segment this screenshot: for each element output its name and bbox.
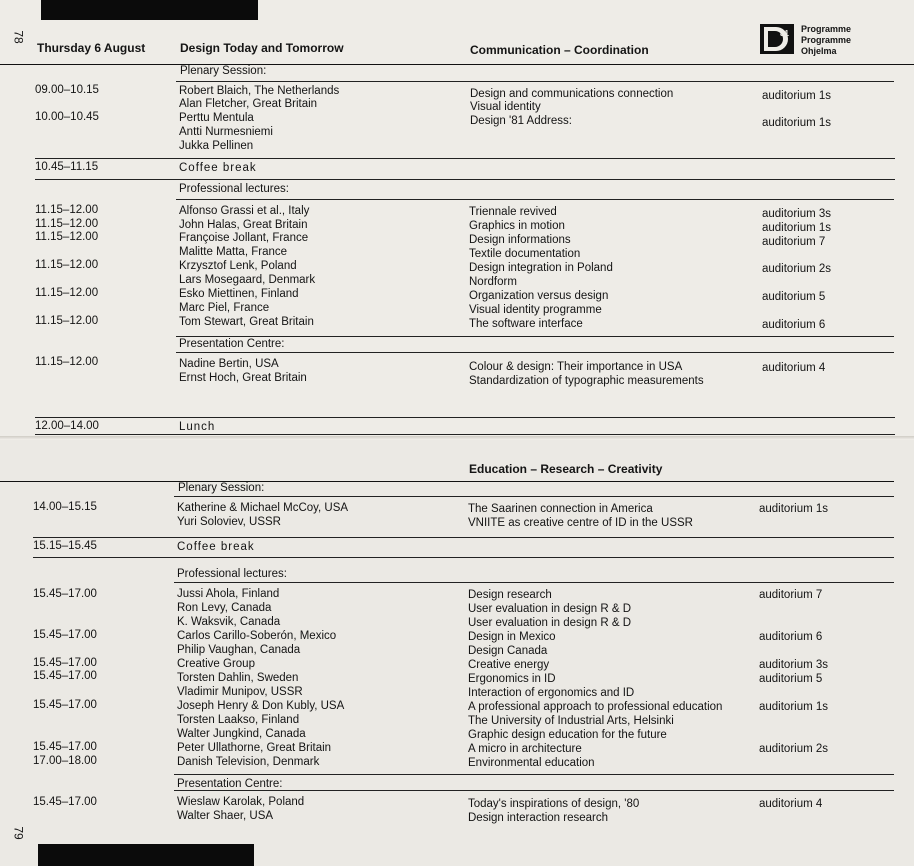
speaker-cell: Yuri Soloviev, USSR xyxy=(177,516,281,528)
room-cell: auditorium 6 xyxy=(759,631,823,643)
time-cell: 11.15–12.00 xyxy=(35,287,99,299)
session-label: Professional lectures: xyxy=(179,183,289,195)
page-number-bottom: 79 xyxy=(11,826,26,840)
session-label: Plenary Session: xyxy=(180,65,267,77)
room-cell: auditorium 1s xyxy=(759,503,829,515)
speaker-cell: Robert Blaich, The Netherlands xyxy=(179,85,340,97)
top-black-bar xyxy=(41,0,258,20)
speaker-cell: Wieslaw Karolak, Poland xyxy=(177,796,305,808)
time-cell: 15.45–17.00 xyxy=(33,629,97,641)
time-cell: 17.00–18.00 xyxy=(33,755,97,767)
session-label: Presentation Centre: xyxy=(177,778,283,790)
time-cell: 15.45–17.00 xyxy=(33,657,97,669)
logo-line: Programme xyxy=(801,35,852,45)
speaker-cell: Torsten Laakso, Finland xyxy=(177,714,300,726)
divider xyxy=(35,417,895,418)
time-cell: 12.00–14.00 xyxy=(35,420,99,432)
room-cell: auditorium 3s xyxy=(759,659,829,671)
topic-cell: The University of Industrial Arts, Helsinki xyxy=(468,715,674,727)
time-cell: 14.00–15.15 xyxy=(33,501,97,513)
topic-cell: User evaluation in design R & D xyxy=(468,603,631,615)
speaker-cell: Alfonso Grassi et al., Italy xyxy=(179,205,310,217)
topic-cell: Standardization of typographic measurements xyxy=(469,375,704,387)
topic-cell: User evaluation in design R & D xyxy=(468,617,631,629)
speaker-cell: Antti Nurmesniemi xyxy=(179,126,273,138)
divider xyxy=(33,557,894,558)
logo-line: Ohjelma xyxy=(801,46,837,56)
room-cell: auditorium 1s xyxy=(762,90,832,102)
topic-cell: The Saarinen connection in America xyxy=(468,503,653,515)
time-cell: 15.45–17.00 xyxy=(33,796,97,808)
session-label: Plenary Session: xyxy=(178,482,265,494)
speaker-cell: Nadine Bertin, USA xyxy=(179,358,279,370)
time-cell: 11.15–12.00 xyxy=(35,356,99,368)
topic-cell: Ergonomics in ID xyxy=(468,673,556,685)
topic-cell: A micro in architecture xyxy=(468,743,582,755)
break-label: Lunch xyxy=(179,421,216,433)
speaker-cell: Creative Group xyxy=(177,658,255,670)
room-cell: auditorium 7 xyxy=(762,236,826,248)
divider xyxy=(174,774,894,775)
section-heading: Education – Research – Creativity xyxy=(469,462,663,476)
divider xyxy=(35,158,895,159)
topic-cell: Design '81 Address: xyxy=(470,115,572,127)
room-cell: auditorium 2s xyxy=(759,743,829,755)
divider xyxy=(35,179,895,180)
topic-cell: VNIITE as creative centre of ID in the USSR xyxy=(468,517,693,529)
speaker-cell: Alan Fletcher, Great Britain xyxy=(179,98,318,110)
topic-cell: Interaction of ergonomics and ID xyxy=(468,687,635,699)
speaker-cell: Walter Jungkind, Canada xyxy=(177,728,306,740)
speaker-cell: Joseph Henry & Don Kubly, USA xyxy=(177,700,345,712)
divider xyxy=(174,496,894,497)
topic-cell: Triennale revived xyxy=(469,206,557,218)
speaker-cell: Malitte Matta, France xyxy=(179,246,288,258)
topic-cell: Today's inspirations of design, '80 xyxy=(468,798,640,810)
room-cell: auditorium 3s xyxy=(762,208,832,220)
time-cell: 15.45–17.00 xyxy=(33,670,97,682)
divider xyxy=(33,537,894,538)
speaker-cell: Peter Ullathorne, Great Britain xyxy=(177,742,332,754)
time-cell: 11.15–12.00 xyxy=(35,204,99,216)
speaker-cell: Jukka Pellinen xyxy=(179,140,254,152)
room-cell: auditorium 4 xyxy=(759,798,823,810)
topic-cell: Visual identity programme xyxy=(469,304,602,316)
speaker-cell: Ernst Hoch, Great Britain xyxy=(179,372,307,384)
speaker-cell: Walter Shaer, USA xyxy=(177,810,274,822)
speaker-cell: Vladimir Munipov, USSR xyxy=(177,686,303,698)
topic-cell: Nordform xyxy=(469,276,517,288)
room-cell: auditorium 4 xyxy=(762,362,826,374)
room-cell: auditorium 1s xyxy=(762,117,832,129)
speaker-cell: Perttu Mentula xyxy=(179,112,254,124)
time-cell: 11.15–12.00 xyxy=(35,315,99,327)
time-cell: 11.15–12.00 xyxy=(35,218,99,230)
time-cell: 15.45–17.00 xyxy=(33,741,97,753)
break-label: Coffee break xyxy=(179,162,257,174)
topic-cell: Graphics in motion xyxy=(469,220,565,232)
logo-line: Programme xyxy=(801,24,852,34)
time-cell: 11.15–12.00 xyxy=(35,231,99,243)
page-number-top: 78 xyxy=(11,30,26,44)
room-cell: auditorium 7 xyxy=(759,589,823,601)
speaker-cell: Danish Television, Denmark xyxy=(177,756,320,768)
time-cell: 09.00–10.15 xyxy=(35,84,99,96)
divider xyxy=(35,434,895,435)
topic-cell: Design in Mexico xyxy=(468,631,556,643)
time-cell: 15.45–17.00 xyxy=(33,699,97,711)
speaker-cell: Carlos Carillo-Soberón, Mexico xyxy=(177,630,337,642)
room-cell: auditorium 5 xyxy=(759,673,823,685)
topic-cell: Colour & design: Their importance in USA xyxy=(469,361,683,373)
topic-cell: Design integration in Poland xyxy=(469,262,613,274)
divider xyxy=(176,199,894,200)
speaker-cell: Katherine & Michael McCoy, USA xyxy=(177,502,349,514)
room-cell: auditorium 6 xyxy=(762,319,826,331)
topic-cell: Design and communications connection xyxy=(470,88,674,100)
speaker-cell: Esko Miettinen, Finland xyxy=(179,288,299,300)
design81-logo-icon xyxy=(760,24,794,54)
section-heading: Communication – Coordination xyxy=(470,43,649,57)
divider xyxy=(0,481,894,482)
topic-cell: Visual identity xyxy=(470,101,541,113)
bottom-black-bar xyxy=(38,844,254,866)
topic-cell: Graphic design education for the future xyxy=(468,729,667,741)
topic-cell: Organization versus design xyxy=(469,290,609,302)
time-cell: 10.45–11.15 xyxy=(35,161,99,173)
speaker-cell: Jussi Ahola, Finland xyxy=(177,588,280,600)
speaker-cell: Marc Piel, France xyxy=(179,302,270,314)
day-heading: Thursday 6 August xyxy=(37,41,146,55)
divider xyxy=(0,64,914,65)
logo-text xyxy=(801,24,851,57)
topic-cell: A professional approach to professional education xyxy=(468,701,723,713)
topic-cell: Creative energy xyxy=(468,659,550,671)
speaker-cell: Ron Levy, Canada xyxy=(177,602,272,614)
session-label: Professional lectures: xyxy=(177,568,287,580)
speaker-cell: Lars Mosegaard, Denmark xyxy=(179,274,316,286)
topic-cell: Design Canada xyxy=(468,645,548,657)
divider xyxy=(174,582,894,583)
speaker-cell: Krzysztof Lenk, Poland xyxy=(179,260,297,272)
topic-cell: Design interaction research xyxy=(468,812,608,824)
time-cell: 11.15–12.00 xyxy=(35,259,99,271)
topic-cell: The software interface xyxy=(469,318,583,330)
page-fold xyxy=(0,436,914,440)
speaker-cell: Françoise Jollant, France xyxy=(179,232,309,244)
speaker-cell: Philip Vaughan, Canada xyxy=(177,644,301,656)
room-cell: auditorium 1s xyxy=(762,222,832,234)
topic-cell: Environmental education xyxy=(468,757,595,769)
break-label: Coffee break xyxy=(177,541,255,553)
svg-text:81: 81 xyxy=(780,29,789,38)
divider xyxy=(176,81,894,82)
divider xyxy=(176,336,894,337)
session-label: Presentation Centre: xyxy=(179,338,285,350)
room-cell: auditorium 2s xyxy=(762,263,832,275)
topic-cell: Design research xyxy=(468,589,552,601)
divider xyxy=(176,352,894,353)
speaker-cell: Torsten Dahlin, Sweden xyxy=(177,672,299,684)
topic-cell: Textile documentation xyxy=(469,248,581,260)
theme-heading: Design Today and Tomorrow xyxy=(180,41,344,55)
time-cell: 10.00–10.45 xyxy=(35,111,99,123)
room-cell: auditorium 5 xyxy=(762,291,826,303)
speaker-cell: John Halas, Great Britain xyxy=(179,219,308,231)
speaker-cell: K. Waksvik, Canada xyxy=(177,616,281,628)
time-cell: 15.15–15.45 xyxy=(33,540,97,552)
room-cell: auditorium 1s xyxy=(759,701,829,713)
speaker-cell: Tom Stewart, Great Britain xyxy=(179,316,314,328)
topic-cell: Design informations xyxy=(469,234,571,246)
time-cell: 15.45–17.00 xyxy=(33,588,97,600)
